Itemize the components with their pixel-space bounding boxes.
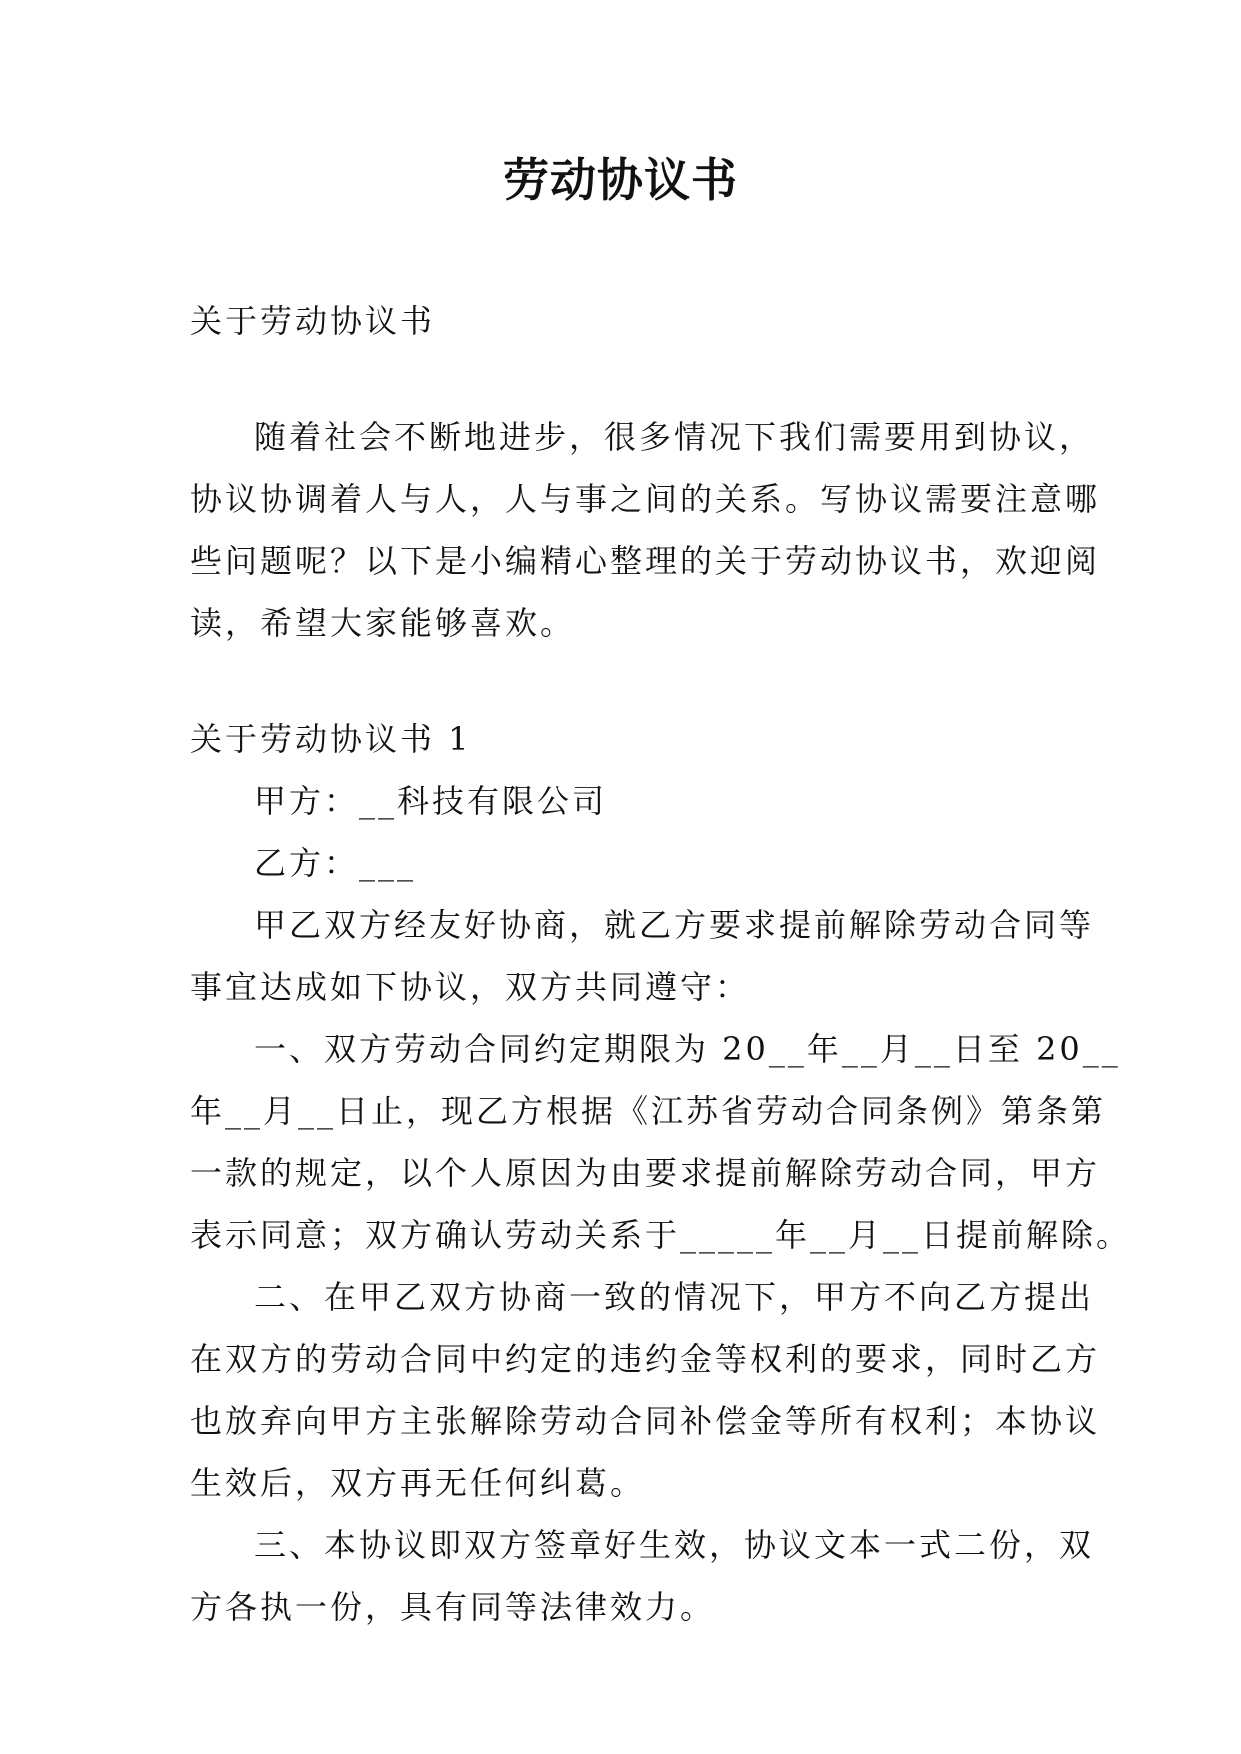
- clause-line: 也放弃向甲方主张解除劳动合同补偿金等所有权利；本协议: [190, 1402, 1101, 1440]
- party-a: 甲方：__科技有限公司: [254, 782, 608, 820]
- document-subtitle: 关于劳动协议书: [190, 302, 436, 340]
- preamble-line: 甲乙双方经友好协商，就乙方要求提前解除劳动合同等: [254, 906, 1095, 944]
- clause-line: 一、双方劳动合同约定期限为 20__年__月__日至 20__: [254, 1030, 1121, 1068]
- preamble-line: 事宜达成如下协议，双方共同遵守：: [190, 968, 751, 1006]
- clause-line: 一款的规定，以个人原因为由要求提前解除劳动合同，甲方: [190, 1154, 1101, 1192]
- party-b: 乙方：___: [254, 844, 417, 882]
- intro-line: 些问题呢？以下是小编精心整理的关于劳动协议书，欢迎阅: [190, 542, 1101, 580]
- clause-line: 表示同意；双方确认劳动关系于_____年__月__日提前解除。: [190, 1216, 1132, 1254]
- clause-line: 方各执一份，具有同等法律效力。: [190, 1588, 716, 1626]
- intro-line: 随着社会不断地进步，很多情况下我们需要用到协议，: [254, 418, 1095, 456]
- clause-line: 生效后，双方再无任何纠葛。: [190, 1464, 646, 1502]
- intro-line: 协议协调着人与人，人与事之间的关系。写协议需要注意哪: [190, 480, 1101, 518]
- intro-paragraph: [190, 406, 1101, 654]
- intro-line: 读，希望大家能够喜欢。: [190, 604, 576, 642]
- clause-3: [190, 1514, 1095, 1638]
- document-body: [190, 290, 1132, 1638]
- document-title: 劳动协议书: [503, 153, 738, 207]
- clause-line: 年__月__日止，现乙方根据《江苏省劳动合同条例》第条第: [190, 1092, 1107, 1130]
- clause-2: [190, 1266, 1101, 1514]
- clause-line: 三、本协议即双方签章好生效，协议文本一式二份，双: [254, 1526, 1095, 1564]
- preamble-paragraph: [190, 894, 1095, 1018]
- clause-1: [190, 1018, 1132, 1266]
- section-heading: 关于劳动协议书 1: [190, 720, 472, 758]
- clause-line: 二、在甲乙双方协商一致的情况下，甲方不向乙方提出: [254, 1278, 1095, 1316]
- clause-line: 在双方的劳动合同中约定的违约金等权利的要求，同时乙方: [190, 1340, 1101, 1378]
